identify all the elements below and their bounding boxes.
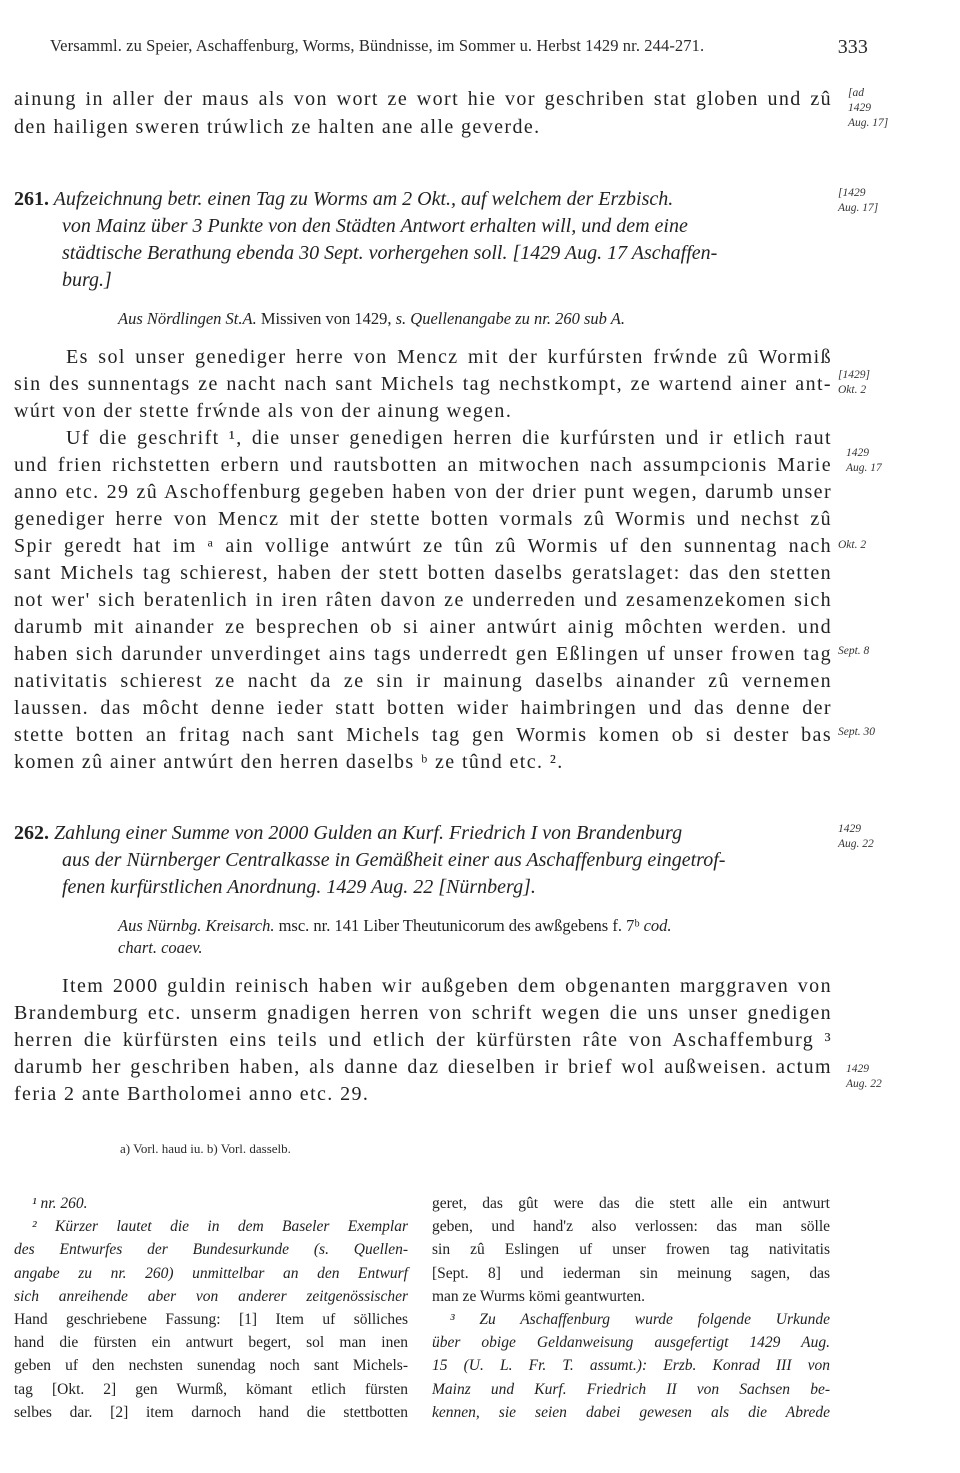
body-line: anno etc. 29 zû Aschoffenburg gegeben haben von der drier punt wegen, darumb unser — [14, 481, 832, 503]
running-title: Versamml. zu Speier, Aschaffenburg, Worms, Bündnisse, im Sommer u. Herbst 1429 nr. 244-271. — [50, 36, 705, 55]
footnote-line: selbes dar. [2] item darnoch hand die stettbotten — [14, 1403, 408, 1421]
entry-262-heading-line: aus der Nürnberger Centralkasse in Gemäßheit einer aus Aschaffenburg eingetrof- — [62, 849, 726, 871]
footnote-line: kennen, sie seien dabei gewesen als die Abrede — [432, 1403, 830, 1421]
entry-261-heading-line: 261. Aufzeichnung betr. einen Tag zu Worms am 2 Okt., auf welchem der Erzbisch. — [14, 188, 674, 210]
body-line: Item 2000 guldin reinisch haben wir außgeben dem obgenanten marggraven von — [62, 975, 832, 997]
footnote-line: geben, und hand'z also verlossen: das man sölle — [432, 1218, 830, 1236]
footnote-line: man ze Wurms kömi geantwurten. — [432, 1287, 646, 1305]
margin-note: Sept. 30 — [838, 726, 876, 738]
margin-note: [ad 1429 Aug. 17] — [848, 87, 889, 129]
footnote-line: über obige Geldanweisung ausgefertigt 1429 Aug. — [432, 1334, 830, 1352]
margin-note: 1429 Aug. 22 — [846, 1063, 882, 1090]
footnote-line: ¹ nr. 260. — [32, 1195, 88, 1212]
footnote-line: 15 (U. L. Fr. T. assumt.): Erzb. Konrad III von — [432, 1357, 830, 1375]
variant-notes: a) Vorl. haud iu. b) Vorl. dasselb. — [120, 1141, 291, 1156]
margin-note: Sept. 8 — [838, 645, 870, 657]
body-line: Es sol unser genediger herre von Mencz mit der kurfúrsten frẃnde zû Wormiß — [66, 346, 832, 368]
body-line: stette botten an fritag nach sant Michels tag gen Wormis komen ob si dester bas — [14, 724, 832, 746]
footnote-line: [Sept. 8] und iederman sin meinung sagen, das — [432, 1264, 830, 1282]
entry-number: 262. — [14, 822, 49, 844]
footnote-line: Hand geschriebene Fassung: [1] Item uf sölliches — [14, 1311, 408, 1329]
margin-note: Okt. 2 — [838, 539, 867, 551]
body-line: wúrt von der stette frẃnde als von der ainung wegen. — [14, 400, 513, 422]
footnote-line: hand die fürsten ein antwurt begert, sol man inen — [14, 1334, 408, 1352]
body-line: sin des sunnentags ze nacht nach sant Michels tag nechstkompt, ze wartend ainer ant- — [14, 373, 832, 395]
entry-261-heading-line: städtische Berathung ebenda 30 Sept. vorhergehen soll. [1429 Aug. 17 Aschaffen- — [62, 242, 718, 264]
body-line: not wer' sich beratenlich in iren râten davon ze underreden und zesamenzekomen sich — [14, 589, 832, 611]
footnote-line: geben uf den nechsten sunendag noch sant Michels- — [14, 1357, 408, 1375]
body-line: Brandemburg etc. unserm gnadigen herren von schrift wegen die uns unser gnedigen — [14, 1002, 832, 1024]
entry-262-heading-line: fenen kurfürstlichen Anordnung. 1429 Aug. 22 [Nürnberg]. — [62, 876, 536, 898]
footnotes-right-column — [432, 1192, 830, 1424]
footnote-line: Mainz und Kurf. Friedrich II von Sachsen be- — [432, 1380, 830, 1398]
intro-line: den hailigen sweren trúwlich ze halten ane alle geverde. — [14, 116, 541, 138]
body-line: laussen. das môcht denne ieder statt botten wider haimbringen und das denne der — [14, 697, 832, 719]
footnote-line: sich anreihende aber von anderer zeitgenössischer — [14, 1287, 408, 1305]
page-number: 333 — [837, 36, 868, 58]
footnote-line: ³ Zu Aschaffenburg wurde folgende Urkunde — [450, 1311, 830, 1329]
entry-262-heading-line: 262. Zahlung einer Summe von 2000 Gulden an Kurf. Friedrich I von Brandenburg — [14, 822, 683, 844]
entry-262-source: Aus Nürnbg. Kreisarch. msc. nr. 141 Liber Theutunicorum des awßgebens f. 7ᵇ cod. — [118, 916, 672, 935]
body-line: darumb her geschriben haben, als danne daz dieselben ir brief wol außweisen. actum — [14, 1056, 832, 1078]
body-line: sant Michels tag schierest, haben der stett botten daselbs geratslaget: das den stetten — [14, 562, 832, 584]
body-line: feria 2 ante Bartholomei anno etc. 29. — [14, 1083, 370, 1105]
margin-note: 1429 Aug. 17 — [846, 447, 882, 474]
entry-261-source: Aus Nördlingen St.A. Missiven von 1429, s. Quellenangabe zu nr. 260 sub A. — [118, 309, 625, 328]
footnote-line: geret, das gût were das die stett alle ein antwurt — [432, 1195, 830, 1212]
body-line: Uf die geschrift ¹, die unser genedigen herren die kurfúrsten und ir etlich raut — [66, 427, 832, 449]
margin-note: [1429 Aug. 17] — [838, 187, 879, 214]
footnotes-left-column — [14, 1192, 408, 1424]
margin-note: [1429] Okt. 2 — [838, 369, 870, 396]
footnote-line: tag [Okt. 2] gen Wurmß, kömant etlich fürsten — [14, 1380, 408, 1398]
footnote-line: ² Kürzer lautet die in dem Baseler Exemplar — [32, 1218, 408, 1236]
entry-number: 261. — [14, 188, 49, 210]
body-line: herren die kürfürsten eins teils und etlich der kürfürsten râte von Aschaffemburg ³ — [14, 1029, 832, 1051]
intro-line: ainung in aller der maus als von wort ze wort hie vor geschriben stat globen und zû — [14, 88, 832, 110]
footnote-line: des Entwurfes der Bundesurkunde (s. Quellen- — [14, 1241, 408, 1259]
footnote-line: sin zû Eslingen uf unser frowen tag nativitatis — [432, 1241, 830, 1259]
entry-261-heading-line: burg.] — [62, 269, 112, 291]
margin-note: 1429 Aug. 22 — [838, 823, 874, 850]
entry-261-heading-line: von Mainz über 3 Punkte von den Städten Antwort erhalten will, und dem eine — [62, 215, 688, 237]
body-line: haben sich darunder unverdinget ains tags underredt gen Eßlingen uf unser frowen tag — [14, 643, 832, 665]
body-line: nativitatis schierest ze nacht da ze sin ir mainung daselbs ainander zû vernemen — [14, 670, 832, 692]
footnote-line: angabe zu nr. 260) unmittelbar an den Entwurf — [14, 1264, 408, 1282]
body-line: und frien richstetten erbern und rautsbotten an mitwochen nach assumpcionis Marie — [14, 454, 832, 476]
body-line: genediger herre von Mencz mit der stette botten vormals zû Wormis und nechst zû — [14, 508, 832, 530]
running-header — [50, 36, 868, 56]
body-line: komen zû ainer antwúrt den herren daselbs ᵇ ze tûnd etc. ². — [14, 751, 564, 773]
entry-262-source: chart. coaev. — [118, 938, 203, 957]
body-line: darumb mit ainander ze besprechen ob si ainer antwúrt ainig môchten werden. und — [14, 616, 832, 638]
body-line: Spir geredt hat im ᵃ ain vollige antwúrt ze tûn zû Wormis uf den sunnentag nach — [14, 535, 832, 557]
